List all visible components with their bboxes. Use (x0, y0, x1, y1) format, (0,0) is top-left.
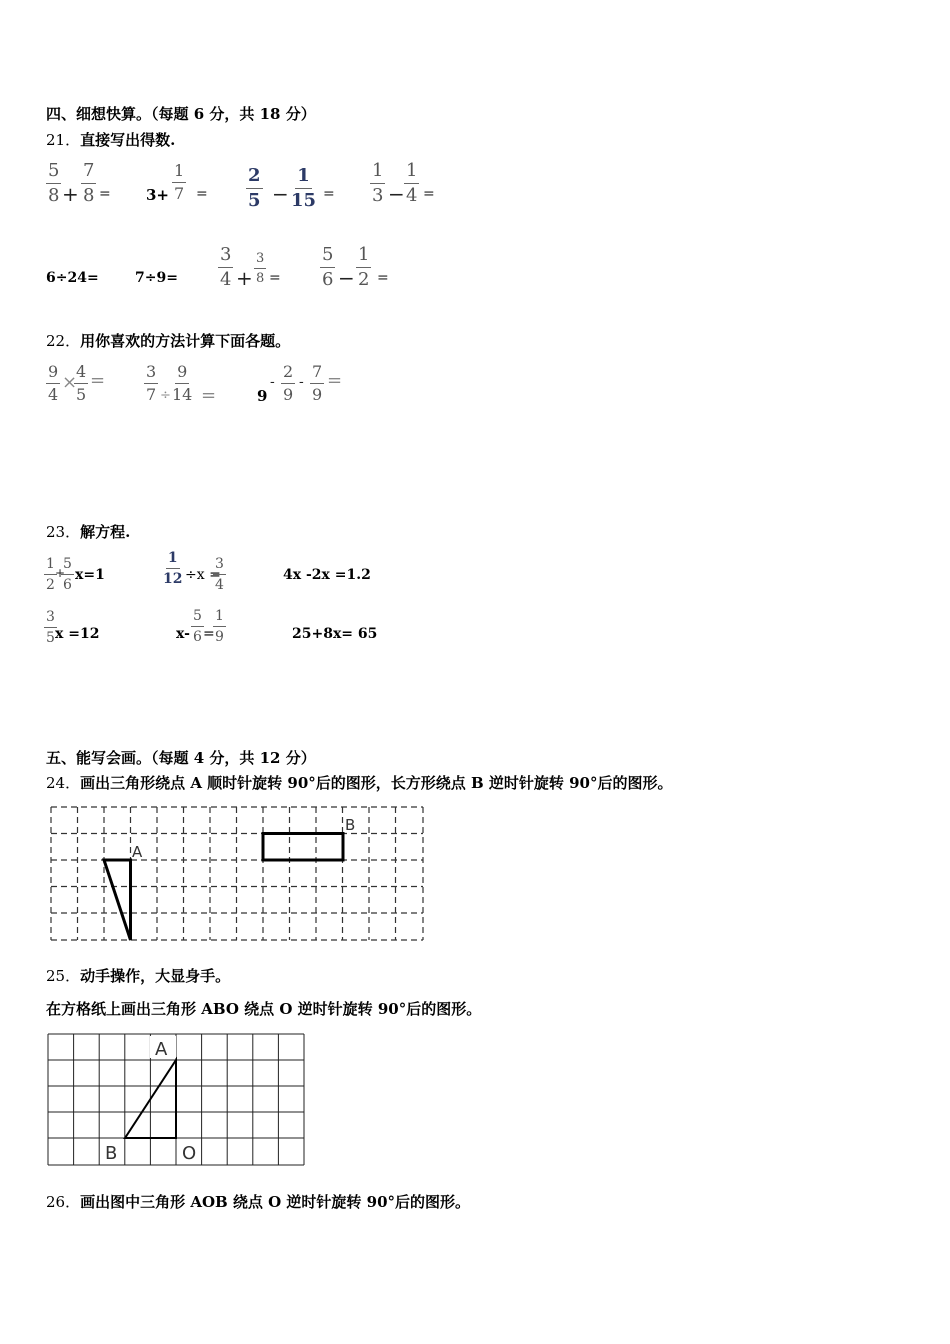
fraction: $\frac{3}{4}$ (215, 556, 224, 593)
fraction: $\frac{1}{2}$ (46, 556, 55, 593)
equals: = (423, 186, 435, 202)
question-22 (46, 330, 290, 351)
question-number: 24． (46, 774, 81, 792)
question-text: 解方程. (80, 523, 131, 541)
fraction: $\frac{7}{8}$ (83, 160, 95, 206)
q24-dashed-grid[interactable] (40, 800, 440, 950)
whole-number: 9 (257, 387, 268, 405)
q21-expr-6: 7÷9= (135, 270, 178, 286)
question-text: 动手操作，大显身手。 (80, 967, 231, 985)
point-a-label: A (155, 1039, 168, 1060)
operator: + (236, 266, 253, 290)
fraction: $\frac{1}{15}$ (291, 165, 317, 211)
fraction: $\frac{5}{6}$ (322, 244, 334, 290)
section-4-title: 四、细想快算。（每题 6 分，共 18 分） (46, 105, 316, 123)
fraction: $\frac{1}{12}$ (163, 550, 183, 587)
operator: + (55, 566, 66, 580)
fraction: $\frac{1}{9}$ (215, 608, 224, 645)
point-b-label: B (105, 1143, 118, 1164)
section-5-title: 五、能写会画。（每题 4 分，共 12 分） (46, 749, 316, 767)
question-text: 直接写出得数. (80, 131, 176, 149)
question-24 (46, 772, 673, 793)
question-text: 画出图中三角形 AOB 绕点 O 逆时针旋转 90°后的图形。 (80, 1193, 471, 1211)
fraction: $\frac{5}{6}$ (63, 556, 72, 593)
q21-expr-5: 6÷24= (46, 270, 99, 286)
question-number: 21． (46, 131, 81, 149)
fraction: $\frac{1}{3}$ (372, 160, 384, 206)
equals: = (269, 270, 281, 286)
fraction: $\frac{2}{9}$ (283, 362, 294, 404)
fraction: $\frac{3}{5}$ (46, 609, 55, 646)
question-number: 26． (46, 1193, 81, 1211)
equals: = (203, 626, 215, 642)
operator: - (270, 374, 275, 390)
question-text: 画出三角形绕点 A 顺时针旋转 90°后的图形，长方形绕点 B 逆时针旋转 90°后的图形。 (80, 774, 673, 792)
fraction: $\frac{1}{4}$ (406, 160, 418, 206)
rectangle-shape (263, 834, 343, 861)
triangle-shape (104, 860, 131, 940)
fraction: $\frac{5}{6}$ (193, 608, 202, 645)
point-b-label: B (345, 816, 356, 834)
question-number: 23． (46, 523, 81, 541)
operator: − (388, 182, 405, 206)
operator: + (62, 182, 79, 206)
question-text: 用你喜欢的方法计算下面各题。 (80, 332, 291, 350)
fraction: $\frac{1}{7}$ (174, 161, 185, 203)
q23-equation-6: 25+8x= 65 (292, 626, 378, 642)
equation-lead: x- (176, 626, 190, 642)
equals: = (90, 370, 106, 391)
operator: × (62, 372, 78, 393)
equals: = (99, 186, 111, 202)
q25-instruction: 在方格纸上画出三角形 ABO 绕点 O 逆时针旋转 90°后的图形。 (46, 1000, 482, 1018)
question-number: 25． (46, 967, 81, 985)
equals: = (201, 385, 217, 406)
question-25 (46, 965, 230, 986)
operator: − (272, 182, 289, 206)
question-23 (46, 521, 130, 542)
operator: ÷ (160, 388, 171, 403)
equals: = (196, 186, 208, 202)
fraction: $\frac{5}{8}$ (48, 160, 60, 206)
grid-lines (51, 807, 423, 940)
point-o-label: O (182, 1143, 197, 1164)
equation-middle: ÷x = (185, 567, 221, 583)
fraction: $\frac{1}{2}$ (358, 244, 370, 290)
question-21 (46, 129, 175, 150)
question-number: 22． (46, 332, 81, 350)
q25-square-grid[interactable] (40, 1028, 320, 1173)
equals: = (377, 270, 389, 286)
q23-equation-3: 4x -2x =1.2 (283, 567, 371, 583)
operator: - (299, 374, 304, 390)
operator: − (338, 266, 355, 290)
equation-tail: x =12 (55, 626, 100, 642)
fraction: $\frac{9}{14}$ (172, 362, 193, 404)
fraction: $\frac{3}{7}$ (146, 362, 157, 404)
equation-tail: x=1 (75, 567, 105, 583)
equals: = (327, 370, 343, 391)
fraction: $\frac{2}{5}$ (248, 165, 261, 211)
fraction: $\frac{3}{8}$ (256, 251, 265, 286)
question-26 (46, 1191, 470, 1212)
fraction: $\frac{3}{4}$ (220, 244, 232, 290)
fraction: $\frac{9}{4}$ (48, 362, 59, 404)
fraction: $\frac{4}{5}$ (76, 362, 87, 404)
point-a-label: A (132, 843, 143, 861)
equals: = (323, 186, 335, 202)
fraction: $\frac{7}{9}$ (312, 362, 323, 404)
whole-number: 3+ (146, 186, 170, 204)
